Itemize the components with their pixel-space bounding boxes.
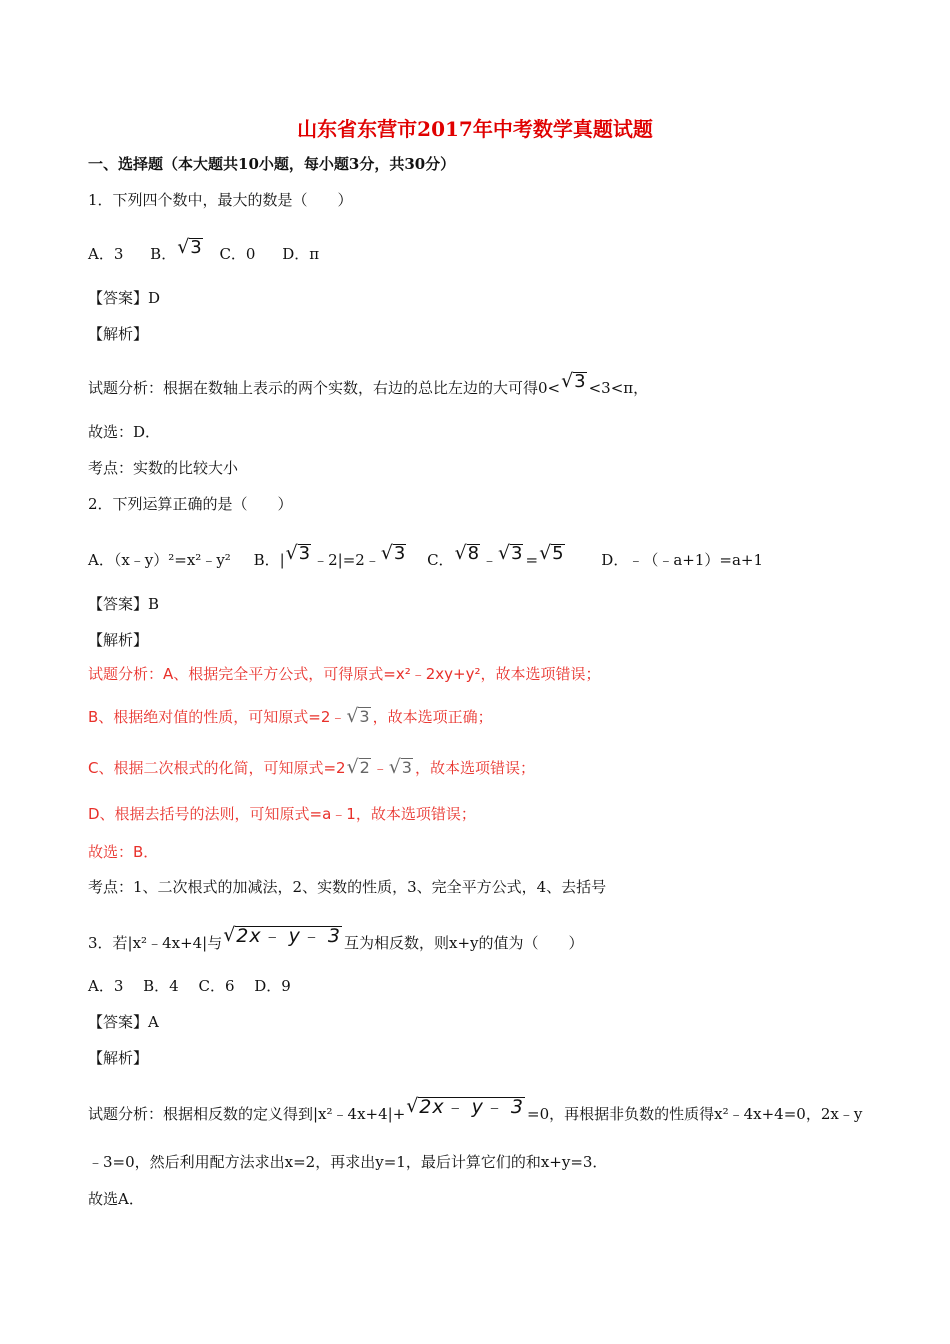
q1-answer: 【答案】D [88,289,161,307]
sqrt-symbol [499,544,523,564]
q2-analysis-a: 试题分析：A、根据完全平方公式，可得原式=x²﹣2xy+y²，故本选项错误； [88,665,601,683]
q2-answer: 【答案】B [88,595,160,613]
q1-analysis-text: 试题分析：根据在数轴上表示的两个实数，右边的总比左边的大可得0< [88,379,561,397]
q1-option-b-radicand: 3 [190,237,202,258]
q2-b-radicand-2: 3 [393,543,406,564]
sqrt-symbol [540,544,564,564]
q2-c-radicand-3: 5 [552,543,564,564]
q1-analysis-tail: <3<π， [588,379,649,397]
sqrt-symbol [562,372,586,392]
q3-stem-radicand: 2x﹣ y﹣ 3 [236,925,341,947]
q2-c-minus: ﹣ [482,551,498,569]
q2-analysis-b [88,707,493,727]
q2-option-b: B．| [253,551,285,569]
page-title: 山东省东营市2017年中考数学真题试题 [297,117,653,141]
q2-analysis-d: D、根据去括号的法则，可知原式=a﹣1，故本选项错误； [88,805,476,823]
q2-analysis-c [88,758,535,778]
q2-options [88,544,763,570]
q2-b-radicand-1: 3 [298,543,311,564]
q2-analysis-heading: 【解析】 [88,631,149,649]
q2-analysis-c-tail: ，故本选项错误； [414,759,535,777]
sqrt-symbol [348,758,371,778]
q1-option-c: C．0 [219,245,256,263]
q2-point: 考点：1、二次根式的加减法，2、实数的性质，3、完全平方公式，4、去括号 [88,878,607,896]
q2-stem: 2．下列运算正确的是（ ） [88,495,293,513]
q3-analysis-radicand: 2x﹣ y﹣ 3 [419,1096,525,1118]
q3-analysis-line-2: ﹣3=0，然后利用配方法求出x=2，再求出y=1，最后计算它们的和x+y=3． [88,1153,608,1171]
q3-analysis-text: 试题分析：根据相反数的定义得到|x²﹣4x+4|+ [88,1105,406,1123]
q2-analysis-c-minus: ﹣ [372,759,388,777]
q3-stem-text: 3．若|x²﹣4x+4|与 [88,934,223,952]
q2-option-c: C． [427,551,454,569]
q1-analysis [88,372,648,398]
q3-conclusion: 故选A． [88,1190,144,1208]
q1-analysis-heading: 【解析】 [88,325,149,343]
sqrt-symbol [382,544,406,564]
q1-option-b: B． [150,245,177,263]
q1-analysis-radicand: 3 [574,371,586,392]
section-heading: 一、选择题（本大题共10小题，每小题3分，共30分） [88,155,456,173]
q3-stem-tail: 互为相反数，则x+y的值为（ ） [344,934,584,952]
q2-analysis-b-radicand: 3 [359,707,370,726]
q3-analysis-heading: 【解析】 [88,1049,149,1067]
q2-option-b-mid: ﹣2|=2﹣ [313,551,380,569]
sqrt-symbol [390,758,413,778]
q3-answer: 【答案】A [88,1013,159,1031]
sqrt-symbol [347,707,370,727]
q1-stem: 1．下列四个数中，最大的数是（ ） [88,191,353,209]
q1-conclusion: 故选：D． [88,423,161,441]
sqrt-symbol [407,1097,525,1117]
sqrt-symbol [224,926,342,946]
q1-point: 考点：实数的比较大小 [88,459,239,477]
q3-analysis-tail: =0，再根据非负数的性质得x²﹣4x+4=0，2x﹣y [527,1105,863,1123]
q1-options [88,238,319,264]
q2-c-radicand-1: 8 [467,543,480,564]
q2-conclusion: 故选：B． [88,843,159,861]
q3-options: A．3 B．4 C．6 D．9 [88,977,291,995]
q2-analysis-b-text: B、根据绝对值的性质，可知原式=2﹣ [88,708,346,726]
q2-option-a: A．（x﹣y）²=x²﹣y² [88,551,231,569]
q2-analysis-c-radicand-1: 2 [359,758,370,777]
q2-c-radicand-2: 3 [511,543,523,564]
q1-option-d: D．π [282,245,320,263]
sqrt-symbol [287,544,311,564]
q2-analysis-c-text: C、根据二次根式的化简，可知原式=2 [88,759,346,777]
q1-option-a: A．3 [88,245,124,263]
q3-analysis [88,1097,862,1124]
q2-c-equals: = [525,551,539,569]
q2-analysis-b-tail: ，故本选项正确； [372,708,493,726]
q2-option-d: D．﹣（﹣a+1）=a+1 [601,551,764,569]
sqrt-symbol [456,544,480,564]
q3-stem [88,926,584,953]
sqrt-symbol [178,238,202,258]
q2-analysis-c-radicand-2: 3 [401,758,412,777]
